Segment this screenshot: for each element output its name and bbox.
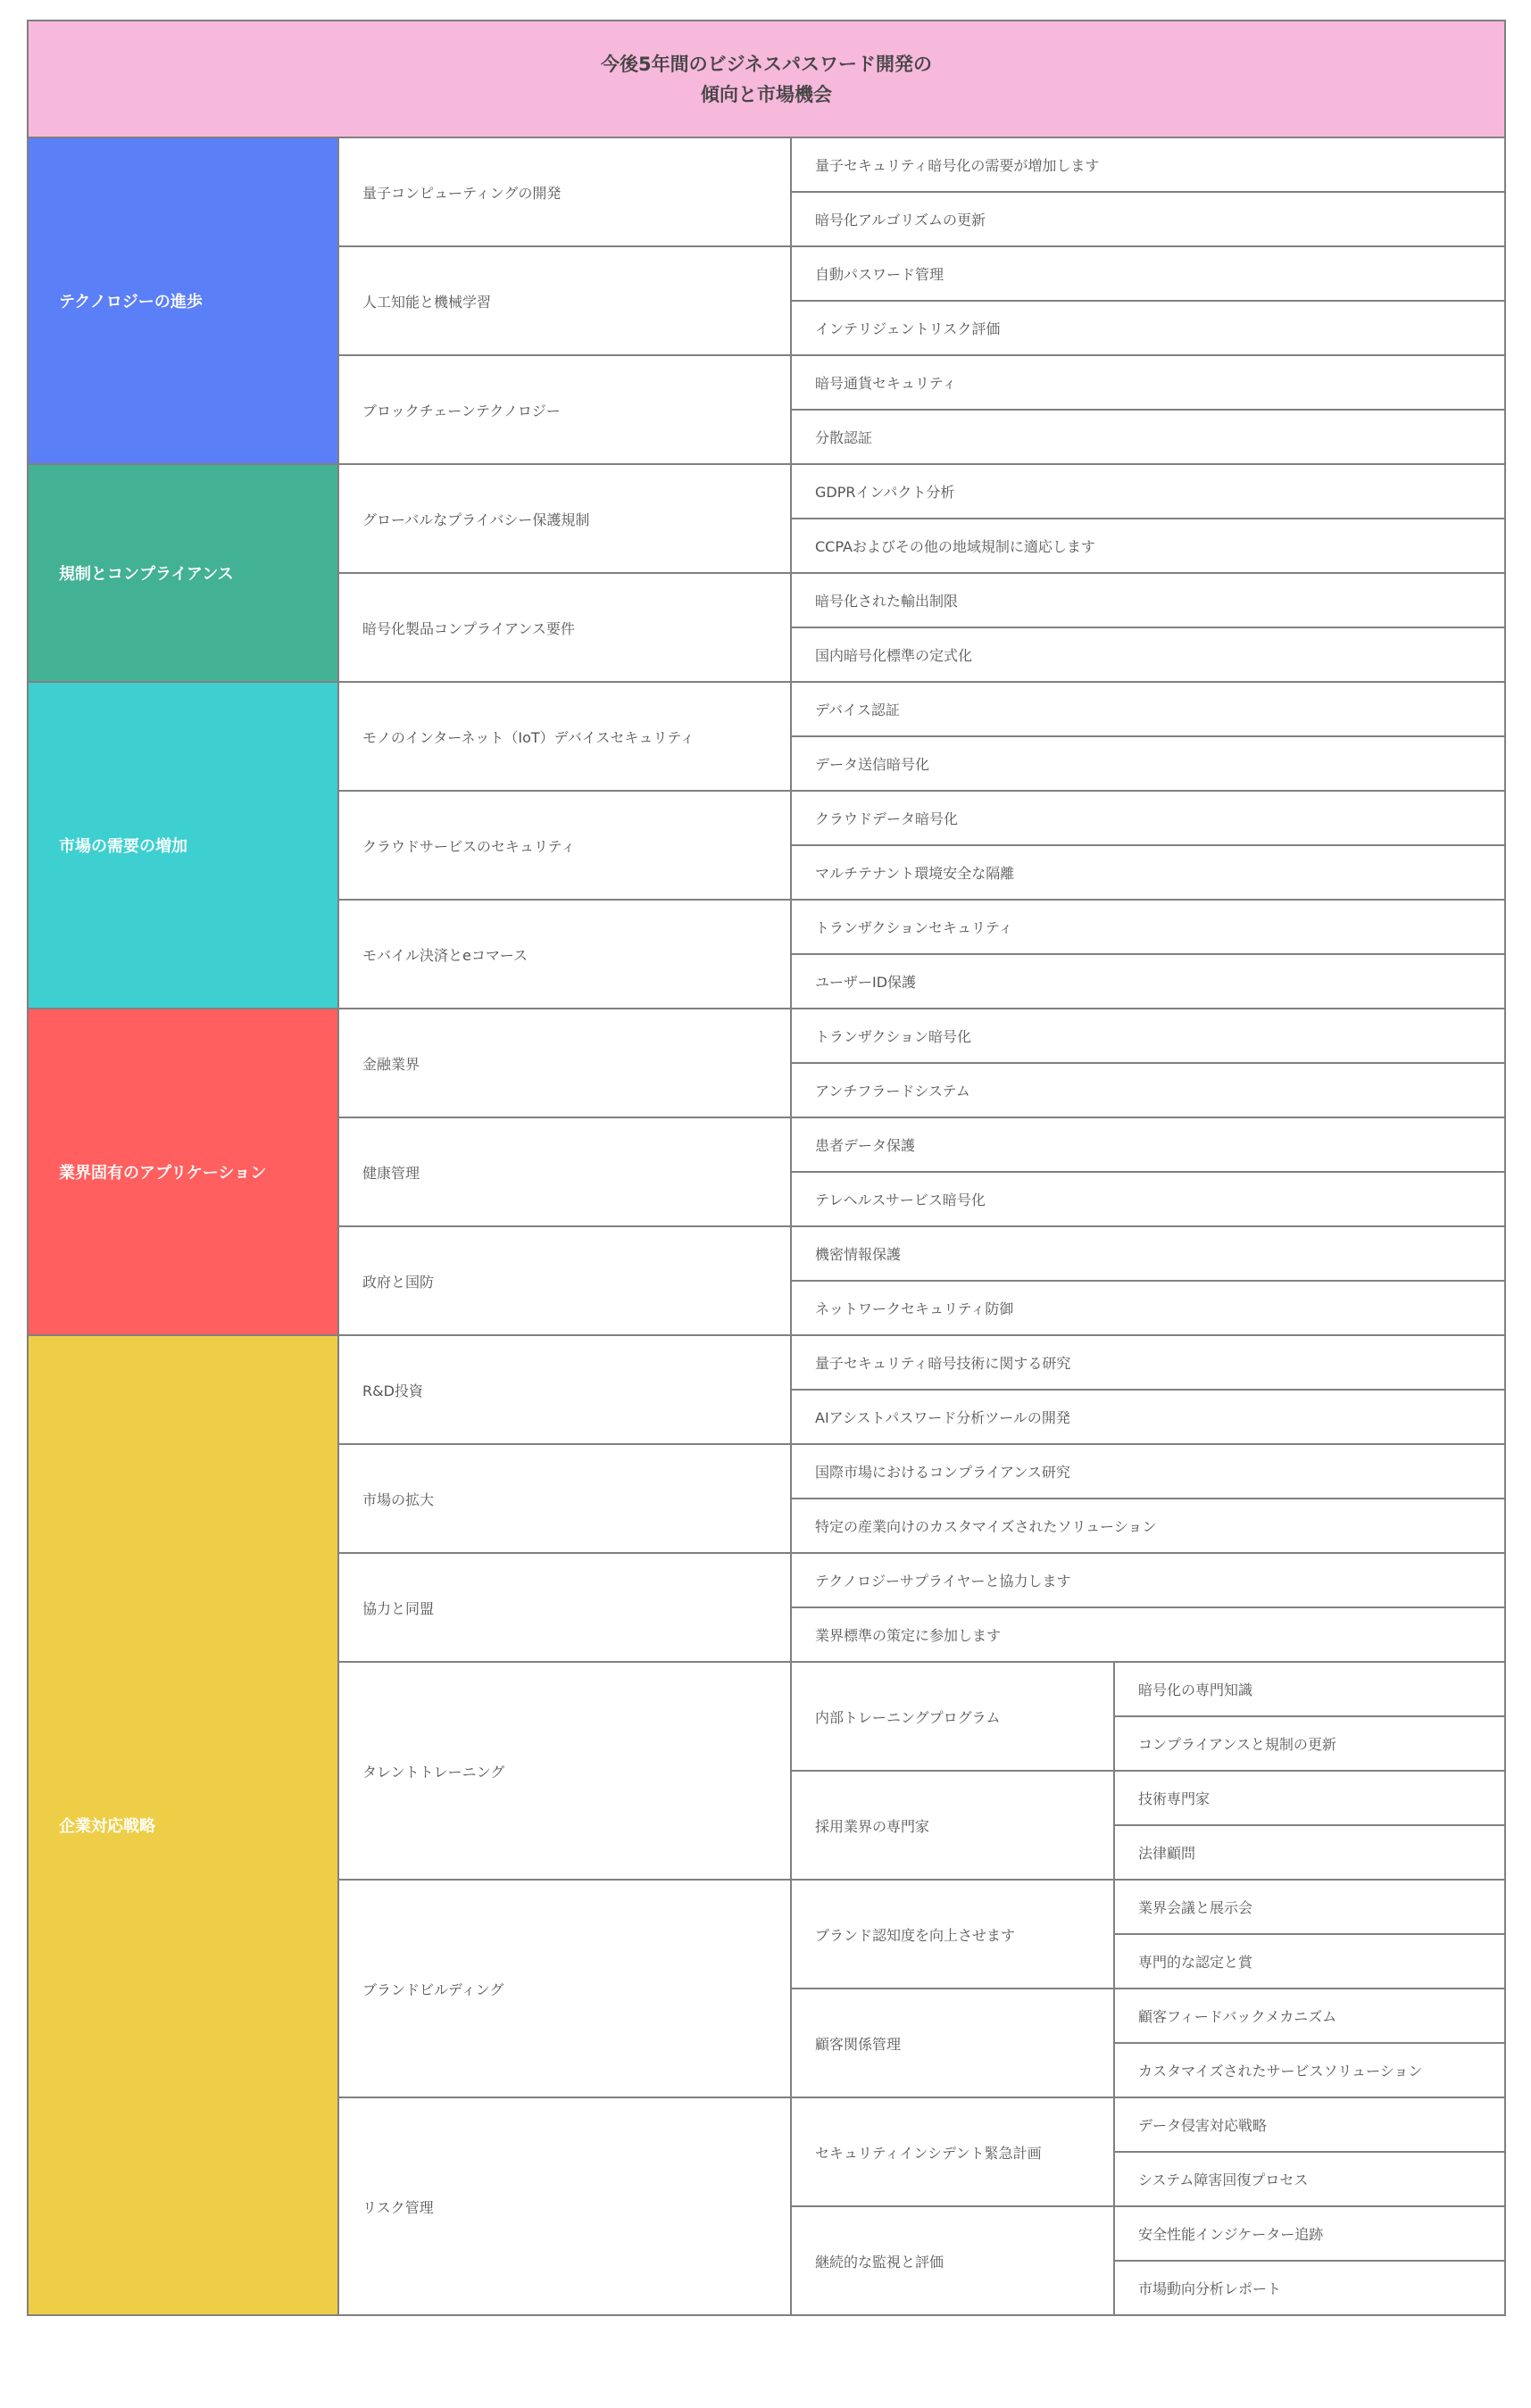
item-cell: トランザクションセキュリティ <box>791 900 1505 954</box>
item-cell: マルチテナント環境安全な隔離 <box>791 845 1505 900</box>
item-cell: 市場動向分析レポート <box>1114 2261 1505 2315</box>
item-cell: 専門的な認定と賞 <box>1114 1934 1505 1989</box>
item-cell: CCPAおよびその他の地域規制に適応します <box>791 519 1505 573</box>
category-cell: 規制とコンプライアンス <box>28 464 338 682</box>
item-cell: AIアシストパスワード分析ツールの開発 <box>791 1390 1505 1444</box>
item-cell: システム障害回復プロセス <box>1114 2152 1505 2206</box>
category-cell: 業界固有のアプリケーション <box>28 1009 338 1335</box>
item-cell: カスタマイズされたサービスソリューション <box>1114 2043 1505 2097</box>
item-cell: 国内暗号化標準の定式化 <box>791 627 1505 682</box>
item-cell: 法律顧問 <box>1114 1825 1505 1880</box>
subcategory-cell: 政府と国防 <box>338 1226 791 1335</box>
table-row <box>28 137 1505 192</box>
subcategory-cell: R&D投資 <box>338 1335 791 1444</box>
item-cell: 自動パスワード管理 <box>791 246 1505 301</box>
item-cell: クラウドデータ暗号化 <box>791 791 1505 845</box>
item-cell: 分散認証 <box>791 410 1505 464</box>
item-cell: ユーザーID保護 <box>791 954 1505 1009</box>
title-line-2: 傾向と市場機会 <box>701 83 833 105</box>
subcategory-cell: 協力と同盟 <box>338 1553 791 1662</box>
category-cell: 企業対応戦略 <box>28 1335 338 2315</box>
item-cell: アンチフラードシステム <box>791 1063 1505 1117</box>
subcategory-cell: 人工知能と機械学習 <box>338 246 791 355</box>
subcategory-cell: グローバルなプライバシー保護規制 <box>338 464 791 573</box>
item-cell: 暗号化された輸出制限 <box>791 573 1505 627</box>
subcategory-cell: リスク管理 <box>338 2097 791 2315</box>
subcategory-cell: タレントトレーニング <box>338 1662 791 1880</box>
item-cell: テクノロジーサプライヤーと協力します <box>791 1553 1505 1607</box>
item-cell: 業界会議と展示会 <box>1114 1880 1505 1934</box>
item-cell: 暗号通貨セキュリティ <box>791 355 1505 410</box>
group-cell: 内部トレーニングプログラム <box>791 1662 1114 1771</box>
item-cell: 特定の産業向けのカスタマイズされたソリューション <box>791 1499 1505 1553</box>
group-cell: 顧客関係管理 <box>791 1989 1114 2097</box>
subcategory-cell: クラウドサービスのセキュリティ <box>338 791 791 900</box>
item-cell: テレヘルスサービス暗号化 <box>791 1172 1505 1226</box>
subcategory-cell: モバイル決済とeコマース <box>338 900 791 1009</box>
subcategory-cell: ブロックチェーンテクノロジー <box>338 355 791 464</box>
subcategory-cell: 金融業界 <box>338 1009 791 1117</box>
subcategory-cell: ブランドビルディング <box>338 1880 791 2097</box>
page-title <box>28 21 1505 137</box>
subcategory-cell: 暗号化製品コンプライアンス要件 <box>338 573 791 682</box>
subcategory-cell: 量子コンピューティングの開発 <box>338 137 791 246</box>
item-cell: インテリジェントリスク評価 <box>791 301 1505 355</box>
item-cell: データ侵害対応戦略 <box>1114 2097 1505 2152</box>
group-cell: ブランド認知度を向上させます <box>791 1880 1114 1989</box>
item-cell: 国際市場におけるコンプライアンス研究 <box>791 1444 1505 1499</box>
item-cell: 暗号化の専門知識 <box>1114 1662 1505 1716</box>
item-cell: 業界標準の策定に参加します <box>791 1607 1505 1662</box>
category-cell: 市場の需要の増加 <box>28 682 338 1009</box>
group-cell: 採用業界の専門家 <box>791 1771 1114 1880</box>
item-cell: 量子セキュリティ暗号化の需要が増加します <box>791 137 1505 192</box>
item-cell: 暗号化アルゴリズムの更新 <box>791 192 1505 246</box>
item-cell: デバイス認証 <box>791 682 1505 736</box>
table-row <box>28 1009 1505 1063</box>
item-cell: 量子セキュリティ暗号技術に関する研究 <box>791 1335 1505 1390</box>
item-cell: 顧客フィードバックメカニズム <box>1114 1989 1505 2043</box>
category-cell: テクノロジーの進歩 <box>28 137 338 464</box>
item-cell: GDPRインパクト分析 <box>791 464 1505 519</box>
title-line-1: 今後5年間のビジネスパスワード開発の <box>601 53 933 75</box>
item-cell: 安全性能インジケーター追跡 <box>1114 2206 1505 2261</box>
subcategory-cell: 市場の拡大 <box>338 1444 791 1553</box>
item-cell: データ送信暗号化 <box>791 736 1505 791</box>
item-cell: 患者データ保護 <box>791 1117 1505 1172</box>
item-cell: コンプライアンスと規制の更新 <box>1114 1716 1505 1771</box>
item-cell: 機密情報保護 <box>791 1226 1505 1281</box>
title-row <box>28 21 1505 137</box>
table-row <box>28 1335 1505 1390</box>
item-cell: 技術専門家 <box>1114 1771 1505 1825</box>
group-cell: セキュリティインシデント緊急計画 <box>791 2097 1114 2206</box>
group-cell: 継続的な監視と評価 <box>791 2206 1114 2315</box>
table-row <box>28 464 1505 519</box>
trend-table <box>27 20 1506 2316</box>
table-row <box>28 682 1505 736</box>
subcategory-cell: モノのインターネット（IoT）デバイスセキュリティ <box>338 682 791 791</box>
item-cell: ネットワークセキュリティ防御 <box>791 1281 1505 1335</box>
item-cell: トランザクション暗号化 <box>791 1009 1505 1063</box>
subcategory-cell: 健康管理 <box>338 1117 791 1226</box>
